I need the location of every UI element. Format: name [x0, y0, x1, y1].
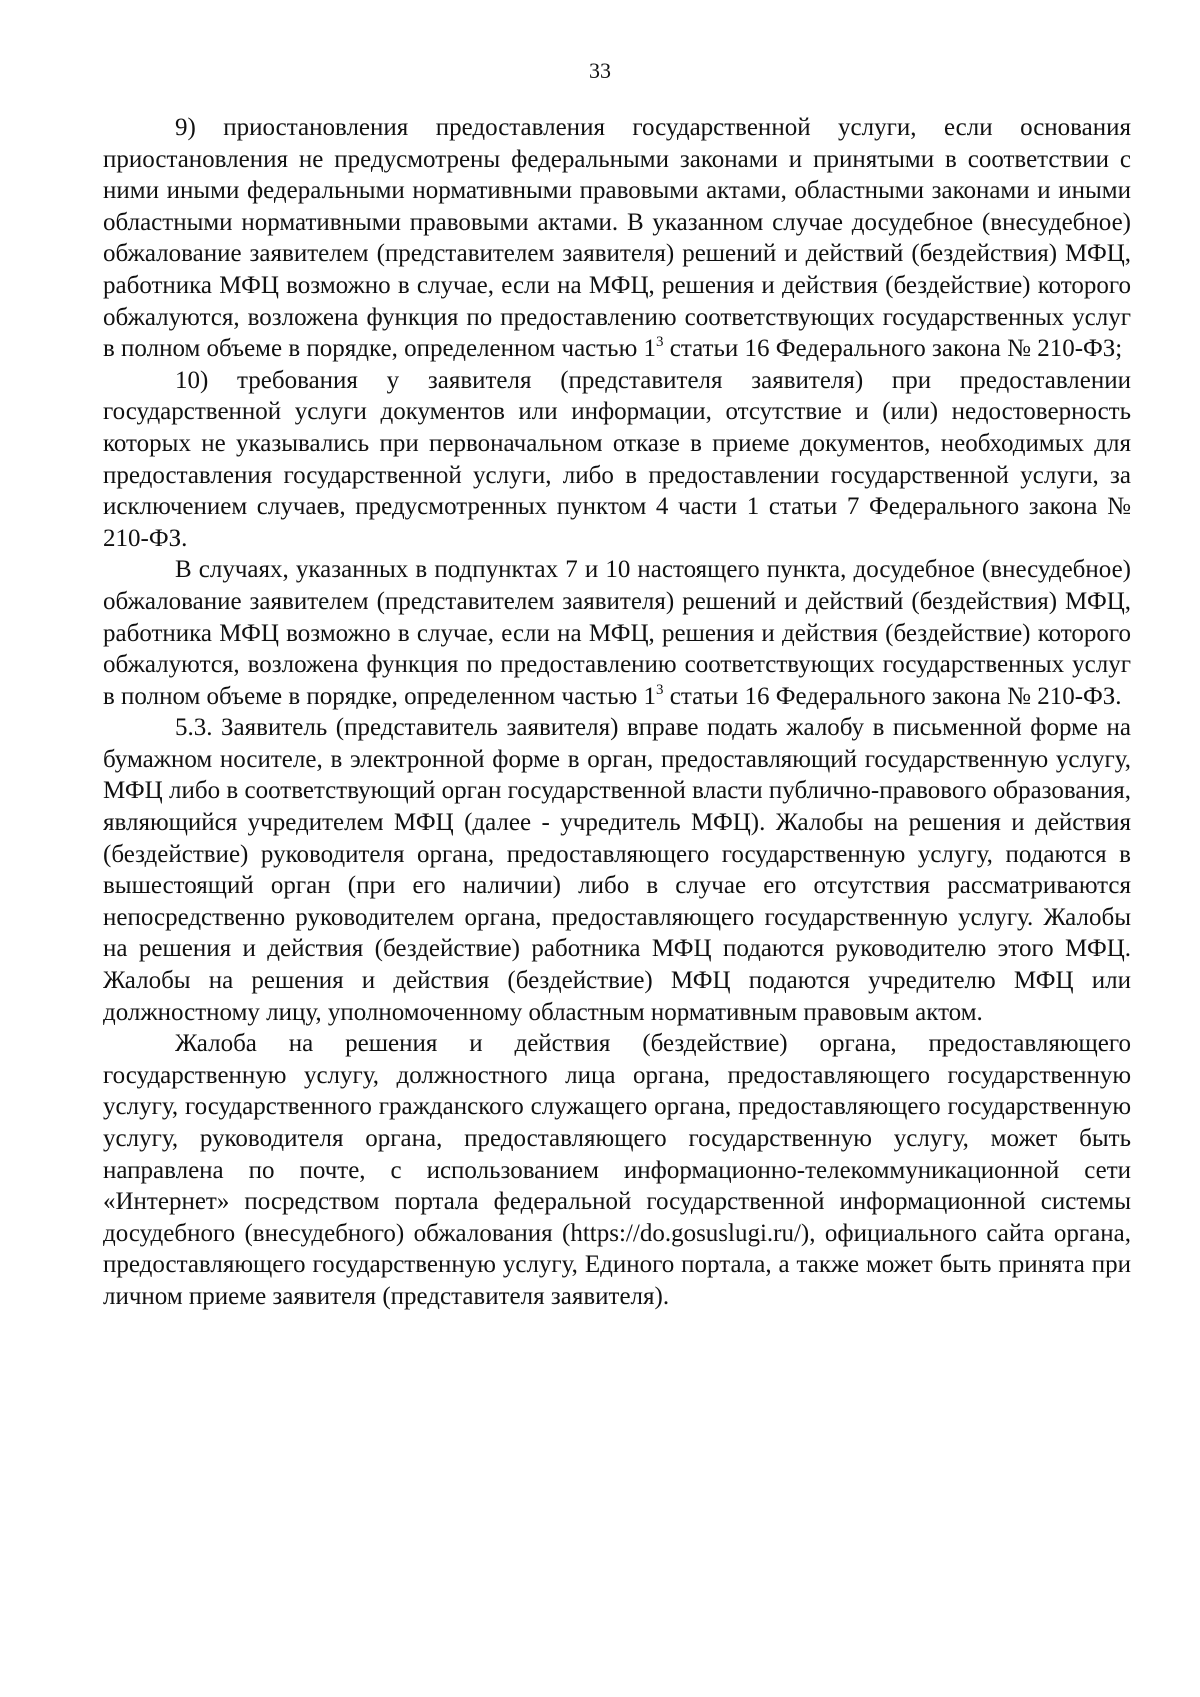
paragraph-text: Жалоба на решения и действия (бездействие) органа, предоставляющего государственную услугу, должностного лица органа, предоставляющего государственную услугу, государственного гражданского служащего органа, предоставляющего государственную услугу, руководителя органа, предоставляющего государственную услугу, может быть направлена по почте, с использованием информационно-телекоммуникационной сети «Интернет» посредством портала федеральной государственной информационной системы досудебного (внесудебного) обжалования (https://do.gosuslugi.ru/), официального сайта органа, предоставляющего государственную услугу, Единого портала, а также может быть принята при личном приеме заявителя (представителя заявителя).	[103, 1030, 1131, 1310]
paragraph-text: 10) требования у заявителя (представителя заявителя) при предоставлении государственной услуги документов или информации, отсутствие и (или) недостоверность которых не указывались при первоначальном отказе в приеме документов, необходимых для предоставления государственной услуги, либо в предоставлении государственной услуги, за исключением случаев, предусмотренных пунктом 4 части 1 статьи 7 Федерального закона № 210-ФЗ.	[103, 366, 1131, 552]
superscript: 3	[656, 681, 664, 698]
paragraph-text: 5.3. Заявитель (представитель заявителя) вправе подать жалобу в письменной форме на бумажном носителе, в электронной форме в орган, предоставляющий государственную услугу, МФЦ либо в соответствующий орган государственной власти публично-правового образования, являющийся учредителем МФЦ (далее - учредитель МФЦ). Жалобы на решения и действия (бездействие) руководителя органа, предоставляющего государственную услугу, подаются в вышестоящий орган (при его наличии) либо в случае его отсутствия рассматриваются непосредственно руководителем органа, предоставляющего государственную услугу. Жалобы на решения и действия (бездействие) работника МФЦ подаются руководителю этого МФЦ. Жалобы на решения и действия (бездействие) МФЦ подаются учредителю МФЦ или должностному лицу, уполномоченному областным нормативным правовым актом.	[103, 714, 1131, 1026]
paragraph-5-3	[103, 712, 1131, 1028]
paragraph-text: статьи 16 Федерального закона № 210-ФЗ;	[663, 335, 1123, 363]
paragraph-text: статьи 16 Федерального закона № 210-ФЗ.	[663, 682, 1122, 710]
paragraph-complaint	[103, 1028, 1131, 1312]
paragraph-cases	[103, 554, 1131, 712]
document-body	[103, 112, 1131, 1313]
page-number: 33	[589, 58, 611, 83]
superscript: 3	[656, 334, 664, 351]
paragraph-item-9	[103, 112, 1131, 365]
paragraph-text: В случаях, указанных в подпунктах 7 и 10 настоящего пункта, досудебное (внесудебное) обжалование заявителем (представителем заявителя) решений и действий (бездействия) МФЦ, работника МФЦ возможно в случае, если на МФЦ, решения и действия (бездействие) которого обжалуются, возложена функция по предоставлению соответствующих государственных услуг в полном объеме в порядке, определенном частью 1	[103, 556, 1131, 710]
paragraph-item-10	[103, 365, 1131, 555]
paragraph-text: 9) приостановления предоставления государственной услуги, если основания приостановления не предусмотрены федеральными законами и принятыми в соответствии с ними иными федеральными нормативными правовыми актами, областными законами и иными областными нормативными правовыми актами. В указанном случае досудебное (внесудебное) обжалование заявителем (представителем заявителя) решений и действий (бездействия) МФЦ, работника МФЦ возможно в случае, если на МФЦ, решения и действия (бездействие) которого обжалуются, возложена функция по предоставлению соответствующих государственных услуг в полном объеме в порядке, определенном частью 1	[103, 114, 1131, 363]
